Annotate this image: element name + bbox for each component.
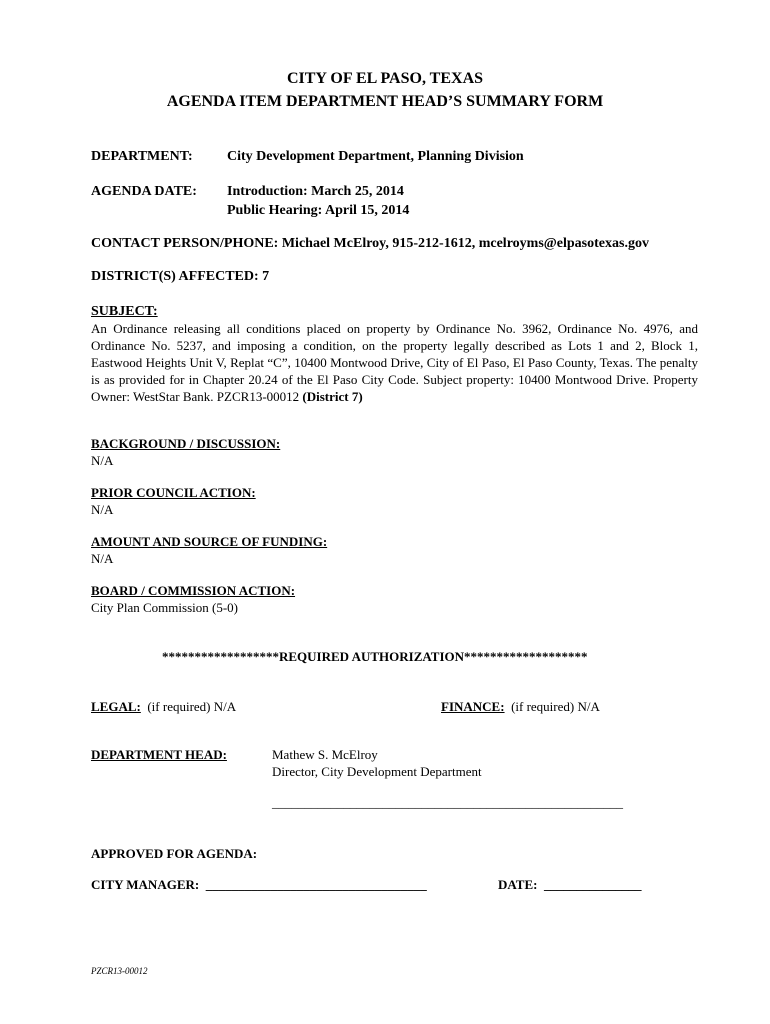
department-value: City Development Department, Planning Division <box>227 149 524 164</box>
department-head-name: Mathew S. McElroy <box>272 747 378 762</box>
required-authorization-banner: ******************REQUIRED AUTHORIZATION******************* <box>162 649 588 664</box>
districts-affected: DISTRICT(S) AFFECTED: 7 <box>91 269 270 284</box>
subject-body <box>91 320 698 405</box>
document-title: CITY OF EL PASO, TEXAS <box>286 70 484 87</box>
footer-code: PZCR13-00012 <box>91 966 148 976</box>
prior-council-value: N/A <box>91 502 114 517</box>
city-manager-label: CITY MANAGER: <box>91 877 200 892</box>
background-value: N/A <box>91 453 114 468</box>
board-value: City Plan Commission (5-0) <box>91 600 238 615</box>
contact-value: Michael McElroy, 915-212-1612, mcelroyms@elpasotexas.gov <box>281 236 649 251</box>
subject-district: (District 7) <box>302 389 363 404</box>
department-head-title: Director, City Development Department <box>272 764 482 779</box>
background-heading: BACKGROUND / DISCUSSION: <box>91 436 281 451</box>
department-head-label: DEPARTMENT HEAD: <box>91 747 227 762</box>
funding-heading: AMOUNT AND SOURCE OF FUNDING: <box>91 534 328 549</box>
board-heading: BOARD / COMMISSION ACTION: <box>91 583 296 598</box>
date-signature-line: _______________ <box>543 877 642 892</box>
funding-value: N/A <box>91 551 114 566</box>
finance-label: FINANCE: <box>441 699 505 714</box>
department-label: DEPARTMENT: <box>91 149 193 164</box>
date-label: DATE: <box>498 877 538 892</box>
legal-line <box>91 699 236 715</box>
contact-person <box>91 236 649 252</box>
finance-value: (if required) N/A <box>511 699 600 714</box>
agenda-date-label: AGENDA DATE: <box>91 184 197 199</box>
legal-label: LEGAL: <box>91 699 141 714</box>
subject-text: An Ordinance releasing all conditions placed on property by Ordinance No. 3962, Ordinance No. 4976, and Ordinance No. 5237, and imposing a condition, on the property legally described as Lots 1 and 2, Block 1, Eastwood Heights Unit V, Replat “C”, 10400 Montwood Drive, City of El Paso, El Paso County, Texas. The penalty is as provided for in Chapter 20.24 of the El Paso City Code. Subject property: 10400 Montwood Drive. Property Owner: WestStar Bank. PZCR13-00012 <box>91 321 698 404</box>
contact-label: CONTACT PERSON/PHONE: <box>91 236 279 251</box>
date-line <box>498 877 641 893</box>
public-hearing-date: Public Hearing: April 15, 2014 <box>227 203 410 218</box>
document-subtitle: AGENDA ITEM DEPARTMENT HEAD’S SUMMARY FORM <box>166 93 604 110</box>
finance-line <box>441 699 600 715</box>
approved-for-agenda-label: APPROVED FOR AGENDA: <box>91 846 258 861</box>
legal-value: (if required) N/A <box>147 699 237 714</box>
introduction-date: Introduction: March 25, 2014 <box>227 184 404 199</box>
prior-council-heading: PRIOR COUNCIL ACTION: <box>91 485 256 500</box>
city-manager-line <box>91 877 427 893</box>
city-manager-signature-line: __________________________________ <box>205 877 427 892</box>
subject-heading: SUBJECT: <box>91 304 158 319</box>
department-head-signature-line: ______________________________________________________ <box>272 795 623 810</box>
